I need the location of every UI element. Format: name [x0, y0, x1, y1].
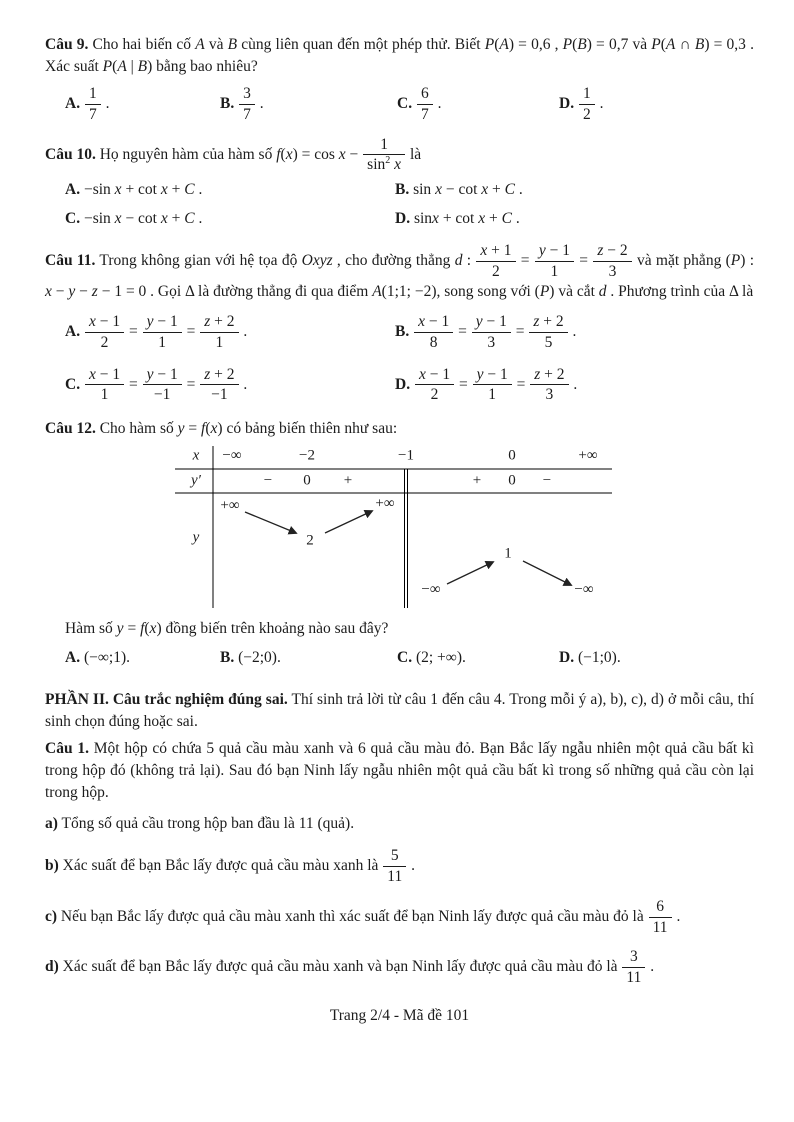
- x-value-0: 0: [508, 447, 516, 464]
- q12-option-a: A. (−∞;1).: [65, 649, 130, 667]
- q11-option-b: B. $\frac{x - 1}{8}$ = $\frac{y - 1}{3}$ = $\frac{z + 2}{5}$ .: [395, 312, 577, 351]
- q9-option-d: D. $\frac{1}{2}$ .: [559, 85, 604, 123]
- q9-option-a: A. $\frac{1}{7}$ .: [65, 85, 110, 123]
- q10-option-c: C. −sin x − cot x + C .: [65, 210, 203, 228]
- q9-option-b: B. $\frac{3}{7}$ .: [220, 85, 264, 123]
- question-11-text: Câu 11. Trong không gian với hệ tọa độ Oxyz , cho đường thẳng d : $\frac{x + 1}{2}$ = $\frac{y - 1}{1}$ = $\frac{z - 2}{3}$ và mặt phẳng (P) : x − y − z − 1 = 0 . Gọi Δ là đường thẳng đi qua điểm A(1;1; −2), song song với (P) và cắt d . Phương trình của Δ là: [45, 242, 755, 300]
- yprime-sign-5: 0: [508, 472, 516, 489]
- question-9-text: Câu 9. Cho hai biến cố A và B cùng liên quan đến một phép thử. Biết P(A) = 0,6 , P(B) = 0,7 và P(A ∩ B) = 0,3 . Xác suất P(A | B) bằng bao nhiêu?: [45, 36, 754, 75]
- page-footer: Trang 2/4 - Mã đề 101: [329, 1007, 470, 1024]
- yprime-sign-1: −: [263, 472, 273, 489]
- y-limit-neg-inf-right: −∞: [574, 581, 594, 598]
- q12-option-b: B. (−2;0).: [220, 649, 281, 667]
- arrow-increase-1: [325, 511, 372, 533]
- arrow-increase-2: [447, 562, 493, 584]
- arrow-decrease-1: [245, 512, 296, 533]
- q10-option-d: D. sinx + cot x + C .: [395, 210, 520, 228]
- q10-option-a: A. −sin x + cot x + C .: [65, 181, 203, 199]
- x-value-neg-inf: −∞: [222, 447, 242, 464]
- question-12-prompt: Hàm số y = f(x) đồng biến trên khoảng nào sau đây?: [65, 620, 389, 638]
- q11-option-a: A. $\frac{x - 1}{2}$ = $\frac{y - 1}{1}$ = $\frac{z + 2}{1}$ .: [65, 312, 248, 351]
- part2-heading: PHẦN II. Câu trắc nghiệm đúng sai. Thí sinh trả lời từ câu 1 đến câu 4. Trong mỗi ý a), b), c), d) ở mỗi câu, thí sinh chọn đúng hoặc sai.: [45, 691, 755, 731]
- question-10-text: Câu 10. Họ nguyên hàm của hàm số f(x) = cos x − $\frac{1}{\sin^2 x}$ là: [45, 135, 422, 174]
- q12-option-d: D. (−1;0).: [559, 649, 621, 667]
- part2-q1-item-b: b) Xác suất để bạn Bắc lấy được quả cầu màu xanh là $\frac{5}{11}$ .: [45, 847, 415, 885]
- part2-question-1-text: Câu 1. Một hộp có chứa 5 quả cầu màu xanh và 6 quả cầu màu đỏ. Bạn Bắc lấy ngẫu nhiên một quả cầu bất kì trong hộp đó (không trả lại). Sau đó bạn Ninh lấy ngẫu nhiên một quả cầu bất kì trong số những quả cầu còn lại trong hộp.: [45, 740, 754, 802]
- q11-option-d: D. $\frac{x - 1}{2}$ = $\frac{y - 1}{1}$ = $\frac{z + 2}{3}$ .: [395, 365, 578, 404]
- arrow-decrease-2: [523, 561, 571, 585]
- part2-q1-item-d: d) Xác suất để bạn Bắc lấy được quả cầu màu xanh và bạn Ninh lấy được quả cầu màu đỏ là $\frac{3}{11}$ .: [45, 948, 655, 987]
- yprime-sign-6: −: [542, 472, 552, 489]
- question-12-options: [45, 647, 754, 669]
- table-row-label-y: y: [192, 529, 200, 546]
- variation-table: [175, 446, 615, 608]
- part2-q1-item-c: c) Nếu bạn Bắc lấy được quả cầu màu xanh thì xác suất để bạn Ninh lấy được quả cầu màu đỏ là $\frac{6}{11}$ .: [45, 897, 681, 936]
- table-row-label-yprime: y′: [191, 472, 201, 489]
- x-value-neg-1: −1: [398, 447, 414, 464]
- y-min-value-2: 2: [306, 532, 314, 549]
- yprime-sign-2: 0: [303, 472, 311, 489]
- question-9-options: [45, 85, 754, 124]
- y-limit-neg-inf-mid: −∞: [421, 581, 441, 598]
- y-limit-pos-inf-mid: +∞: [375, 495, 395, 512]
- y-max-value-1: 1: [504, 545, 512, 562]
- q11-option-c: C. $\frac{x - 1}{1}$ = $\frac{y - 1}{-1}$ = $\frac{z + 2}{-1}$ .: [65, 365, 248, 404]
- q10-option-b: B. sin x − cot x + C .: [395, 181, 523, 199]
- y-limit-pos-inf-left: +∞: [220, 497, 240, 514]
- yprime-sign-4: +: [472, 472, 482, 489]
- x-value-pos-inf: +∞: [578, 447, 598, 464]
- question-12-text: Câu 12. Cho hàm số y = f(x) có bảng biến thiên như sau:: [45, 420, 398, 438]
- table-row-label-x: x: [192, 447, 200, 464]
- question-11-options: [45, 313, 754, 404]
- q9-option-c: C. $\frac{6}{7}$ .: [397, 85, 442, 123]
- q12-option-c: C. (2; +∞).: [397, 649, 466, 667]
- x-value-neg-2: −2: [299, 447, 315, 464]
- question-10-options: [45, 179, 754, 230]
- yprime-sign-3: +: [343, 472, 353, 489]
- part2-q1-item-a: a) Tổng số quả cầu trong hộp ban đầu là 11 (quả).: [45, 815, 355, 833]
